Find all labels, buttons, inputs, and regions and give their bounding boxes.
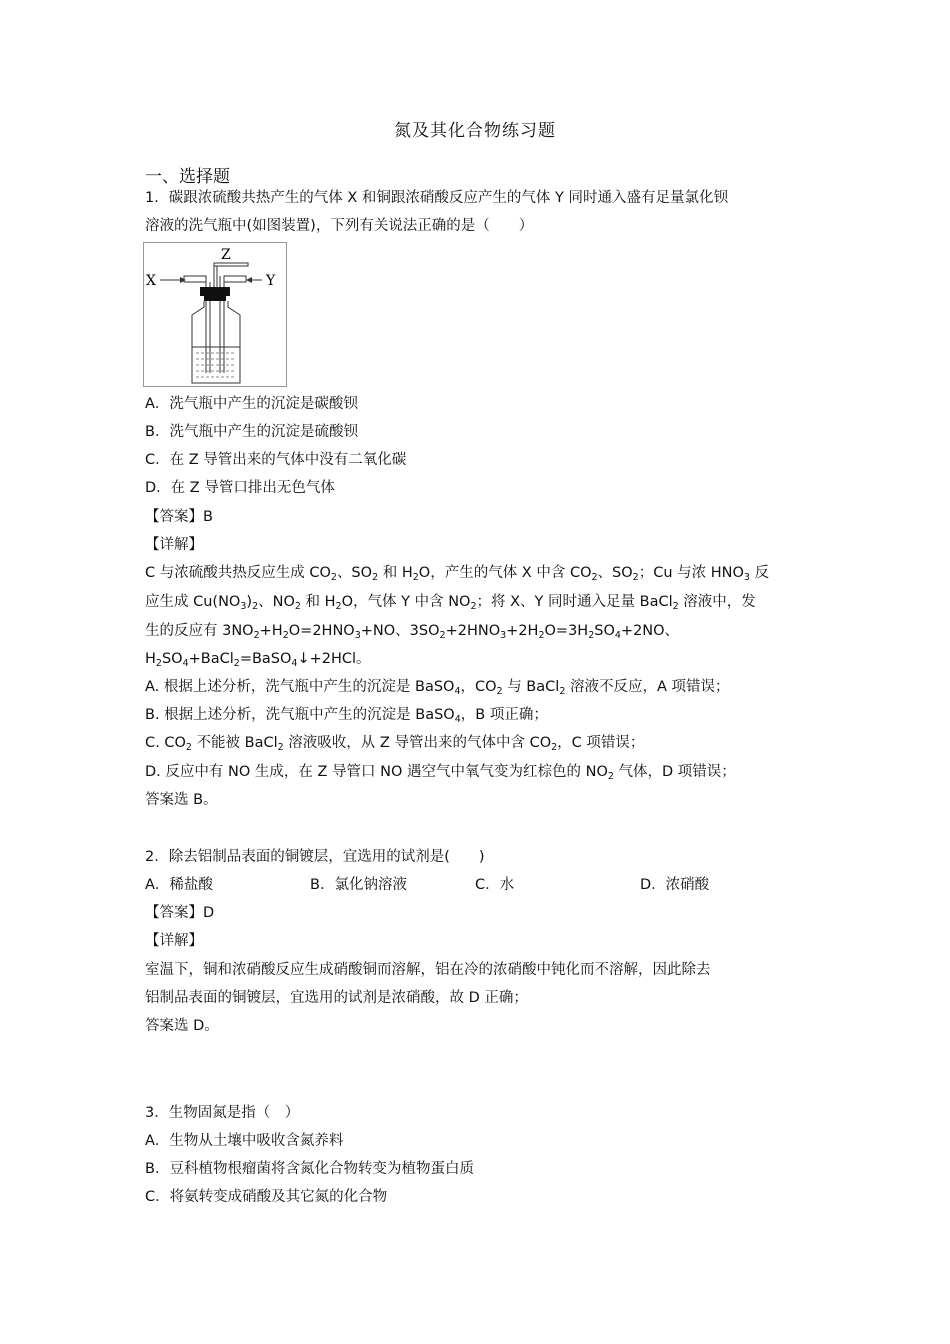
q1-conclusion: 答案选 B。 — [145, 792, 218, 808]
q1-explanation-line-3: 生的反应有 $3NO_2+H_2O=2HNO_3+NO$、$3SO_2+2HNO_3+2H_2O=3H_2SO_4+2NO$、 — [145, 623, 680, 641]
q3-option-c: C．将氨转变成硝酸及其它氮的化合物 — [145, 1189, 388, 1205]
q1-stem-line-2: 溶液的洗气瓶中(如图装置)，下列有关说法正确的是（ ） — [145, 218, 534, 234]
q1-detail-heading: 【详解】 — [145, 537, 203, 553]
q2-option-d: D．浓硝酸 — [640, 877, 710, 893]
q3-stem: 3．生物固氮是指（ ） — [145, 1105, 300, 1121]
q2-explanation-line-2: 铝制品表面的铜镀层，宜选用的试剂是浓硝酸，故 D 正确； — [145, 990, 528, 1006]
q1-explanation-line-6: B. 根据上述分析，洗气瓶中产生的沉淀是 BaSO$_4$，B 项正确； — [145, 707, 548, 725]
q2-option-b: B．氯化钠溶液 — [310, 877, 407, 893]
section-heading: 一、选择题 — [145, 167, 230, 187]
q3-option-b: B．豆科植物根瘤菌将含氮化合物转变为植物蛋白质 — [145, 1161, 474, 1177]
q1-option-a: A．洗气瓶中产生的沉淀是碳酸钡 — [145, 396, 358, 412]
q3-option-a: A．生物从土壤中吸收含氮养料 — [145, 1133, 344, 1149]
q2-option-a: A．稀盐酸 — [145, 877, 213, 893]
q1-answer: 【答案】B — [145, 509, 213, 525]
gas-washing-bottle-figure — [143, 242, 287, 387]
q2-answer: 【答案】D — [145, 905, 215, 921]
label-y: Y — [266, 273, 276, 289]
page-title: 氮及其化合物练习题 — [394, 121, 556, 141]
q1-option-d: D．在 Z 导管口排出无色气体 — [145, 480, 335, 496]
q1-explanation-line-4: $H_2SO_4+BaCl_2=BaSO_4↓+2HCl$。 — [145, 651, 371, 669]
q2-conclusion: 答案选 D。 — [145, 1018, 219, 1034]
q1-explanation-line-2: 应生成 $Cu(NO_3)_2$、$NO_2$ 和 $H_2O$，气体 Y 中含 $NO_2$；将 X、Y 同时通入足量 BaCl$_2$ 溶液中，发 — [145, 594, 756, 612]
q2-explanation-line-1: 室温下，铜和浓硝酸反应生成硝酸铜而溶解，铝在冷的浓硝酸中钝化而不溶解，因此除去 — [145, 962, 711, 978]
q1-option-c: C．在 Z 导管出来的气体中没有二氧化碳 — [145, 452, 407, 468]
q1-explanation-line-1: C 与浓硫酸共热反应生成 $CO_2$、$SO_2$ 和 $H_2O$，产生的气体 X 中含 $CO_2$、$SO_2$；Cu 与浓 $HNO_3$ 反 — [145, 565, 770, 583]
q2-options — [145, 875, 709, 895]
q1-explanation-line-8: D. 反应中有 NO 生成，在 Z 导管口 NO 遇空气中氧气变为红棕色的 $NO_2$ 气体，D 项错误； — [145, 764, 736, 782]
label-x: X — [146, 273, 156, 289]
q1-explanation-line-7: C. $CO_2$ 不能被 BaCl$_2$ 溶液吸收，从 Z 导管出来的气体中含 $CO_2$，C 项错误； — [145, 735, 645, 753]
gas-washing-bottle-diagram — [144, 243, 286, 386]
q2-option-c: C．水 — [475, 877, 515, 893]
label-z: Z — [221, 247, 231, 263]
q1-explanation-line-5: A. 根据上述分析，洗气瓶中产生的沉淀是 BaSO$_4$，$CO_2$ 与 BaCl$_2$ 溶液不反应，A 项错误； — [145, 679, 730, 697]
q1-stem-line-1: 1．碳跟浓硫酸共热产生的气体 X 和铜跟浓硝酸反应产生的气体 Y 同时通入盛有足量氯化钡 — [145, 190, 728, 206]
q2-stem: 2．除去铝制品表面的铜镀层，宜选用的试剂是( ) — [145, 849, 485, 865]
q1-option-b: B．洗气瓶中产生的沉淀是硫酸钡 — [145, 424, 358, 440]
q2-detail-heading: 【详解】 — [145, 933, 203, 949]
